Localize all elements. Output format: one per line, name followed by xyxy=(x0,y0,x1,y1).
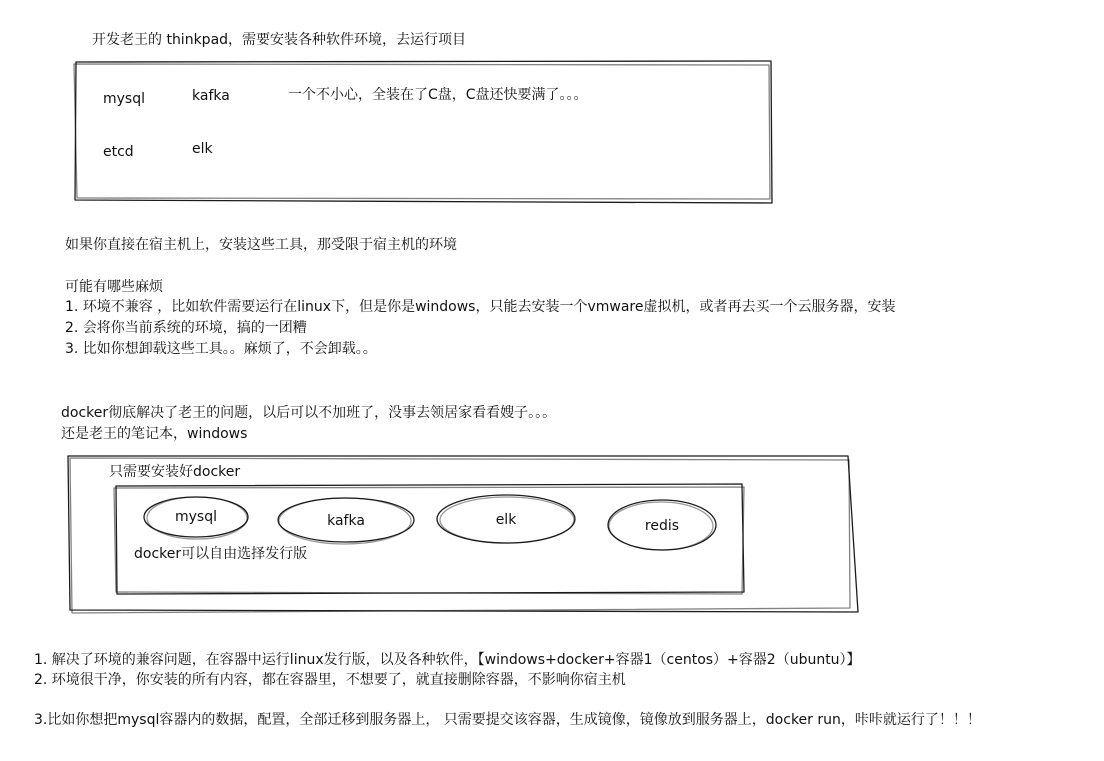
top-box-outline-stroke2 xyxy=(74,64,770,199)
top-box-outline xyxy=(75,61,772,203)
docker-inner-box-outline xyxy=(116,484,744,594)
item-etcd: etcd xyxy=(103,144,134,160)
c-drive-note: 一个不小心，全装在了C盘，C盘还快要满了。。。 xyxy=(288,87,588,103)
benefit-item-1: 1. 解决了环境的兼容问题，在容器中运行linux发行版，以及各种软件，【windows+docker+容器1（centos）+容器2（ubuntu）】 xyxy=(34,652,861,668)
docker-inner-box-outline-stroke2 xyxy=(114,487,744,594)
benefit-item-2: 2. 环境很干净，你安装的所有内容，都在容器里，不想要了，就直接删除容器，不影响你宿主机 xyxy=(34,672,626,688)
host-statement: 如果你直接在宿主机上，安装这些工具，那受限于宿主机的环境 xyxy=(65,237,457,253)
item-mysql: mysql xyxy=(103,91,145,107)
container-elk-label: elk xyxy=(495,512,517,528)
docker-inner-note: docker可以自由选择发行版 xyxy=(134,546,308,562)
docker-box-outline-stroke2 xyxy=(70,458,850,613)
benefit-item-3: 3.比如你想把mysql容器内的数据，配置，全部迁移到服务器上， 只需要提交该容器，生成镜像，镜像放到服务器上，docker run，咔咔就运行了！！！ xyxy=(34,712,981,728)
container-redis-label: redis xyxy=(644,518,680,534)
docker-intro-line-1: docker彻底解决了老王的问题，以后可以不加班了，没事去领居家看看嫂子。。。 xyxy=(61,405,557,421)
problem-item-1: 1. 环境不兼容 ，比如软件需要运行在linux下，但是你是windows，只能去安装一个vmware虚拟机，或者再去买一个云服务器，安装 xyxy=(65,299,896,315)
problem-item-3: 3. 比如你想卸载这些工具。。麻烦了，不会卸载。。 xyxy=(65,341,377,357)
docker-intro-line-2: 还是老王的笔记本，windows xyxy=(61,426,248,442)
title-text: 开发老王的 thinkpad，需要安装各种软件环境，去运行项目 xyxy=(92,32,467,48)
docker-box-label: 只需要安装好docker xyxy=(109,464,241,480)
item-elk: elk xyxy=(192,141,213,157)
item-kafka: kafka xyxy=(192,88,230,104)
problems-heading: 可能有哪些麻烦 xyxy=(65,279,163,295)
problem-item-2: 2. 会将你当前系统的环境，搞的一团糟 xyxy=(65,320,307,336)
container-kafka-label: kafka xyxy=(327,513,365,529)
container-mysql-label: mysql xyxy=(175,509,217,525)
